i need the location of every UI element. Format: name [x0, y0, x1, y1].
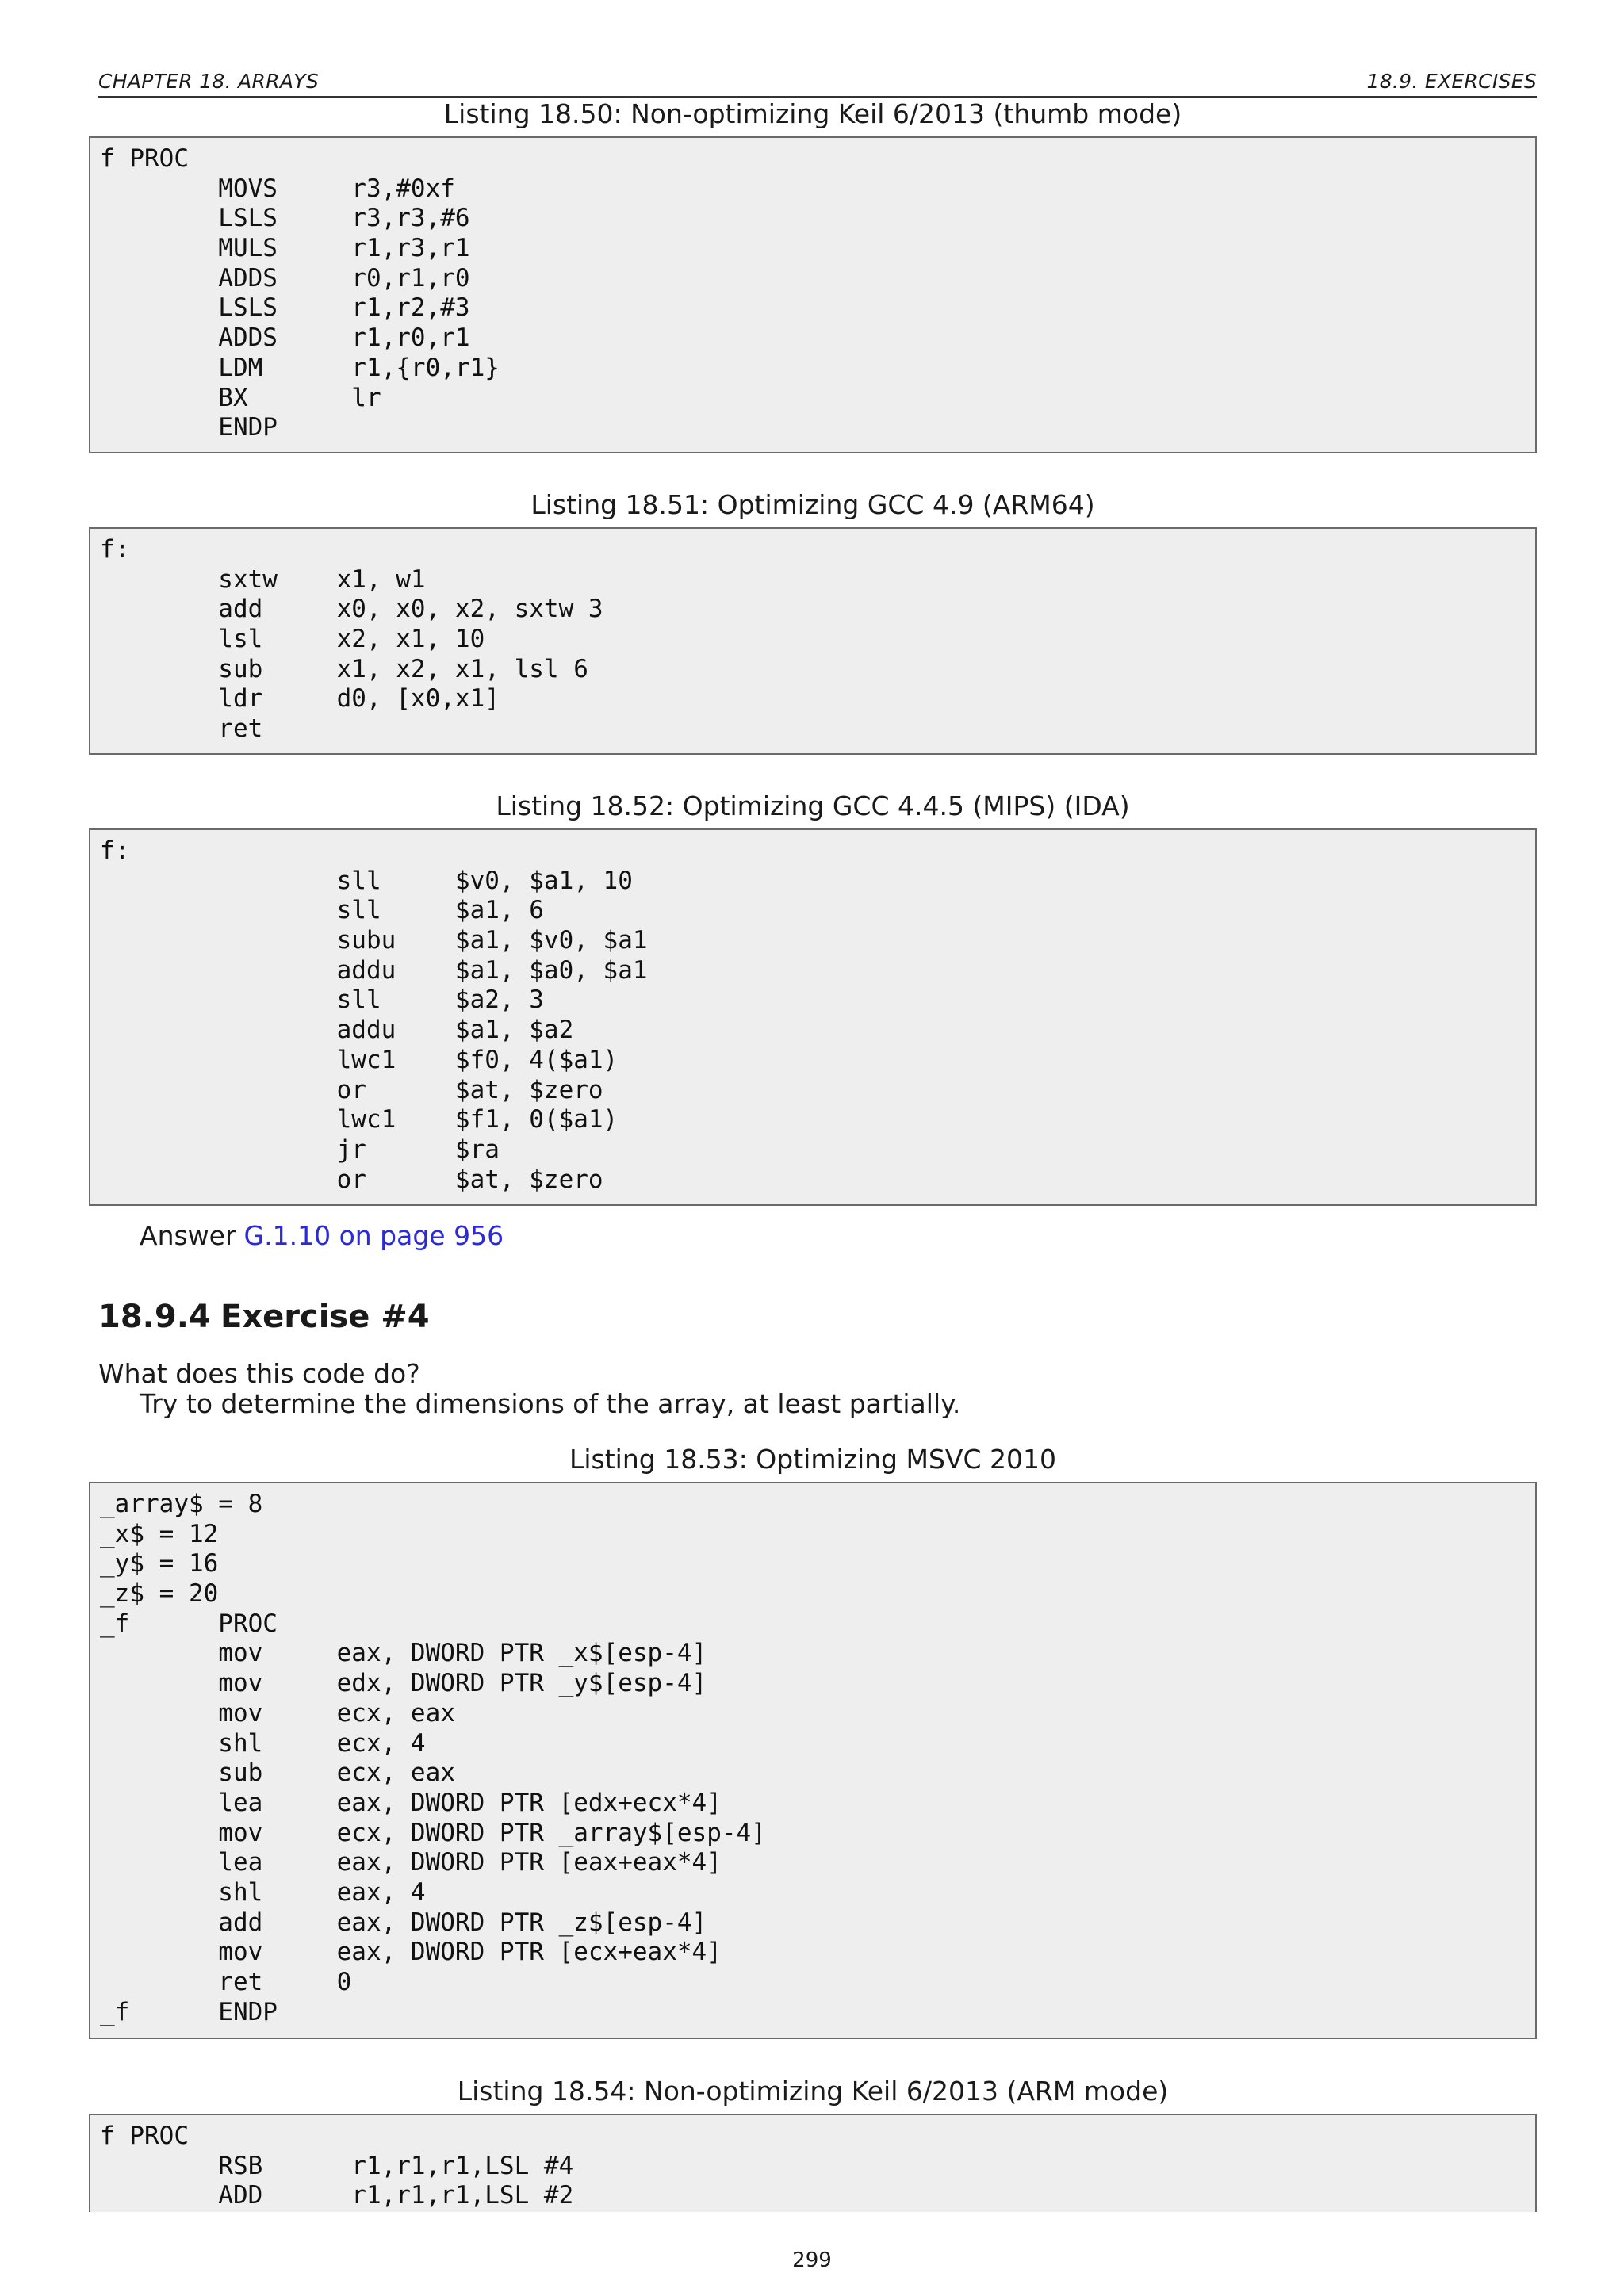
code-line: lea eax, DWORD PTR [edx+ecx*4]	[100, 1788, 722, 1817]
code-line: mov ecx, DWORD PTR _array$[esp-4]	[100, 1818, 766, 1847]
code-line: sub x1, x2, x1, lsl 6	[100, 654, 588, 683]
code-line: lwc1 $f1, 0($a1)	[100, 1105, 619, 1135]
chapter-title: CHAPTER 18. ARRAYS	[98, 70, 320, 93]
section-ref: 18.9. EXERCISES	[1366, 70, 1537, 93]
code-listing	[89, 527, 1537, 755]
code-line: f PROC	[100, 2122, 189, 2150]
code-line: LSLS r3,r3,#6	[100, 204, 470, 233]
answer-link[interactable]: G.1.10 on page 956	[243, 1220, 504, 1251]
code-listing	[89, 136, 1537, 453]
listing-caption: Listing 18.50: Non-optimizing Keil 6/2013 (thumb mode)	[443, 98, 1182, 129]
code-line: shl ecx, 4	[100, 1728, 426, 1758]
section-heading	[98, 1297, 430, 1337]
answer-line	[140, 1219, 504, 1253]
answer-label: Answer	[140, 1220, 236, 1251]
code-line: ENDP	[100, 413, 278, 442]
code-line: lsl x2, x1, 10	[100, 625, 485, 654]
listing-caption: Listing 18.51: Optimizing GCC 4.9 (ARM64)	[530, 489, 1095, 520]
code-line: or $at, $zero	[100, 1075, 603, 1104]
code-line: LDM r1,{r0,r1}	[100, 353, 500, 382]
code-line: lwc1 $f0, 4($a1)	[100, 1045, 619, 1074]
code-line: sll $a1, 6	[100, 896, 544, 925]
running-header	[98, 70, 1537, 98]
code-line: _f PROC	[100, 1609, 278, 1638]
code-line: ret 0	[100, 1968, 352, 1996]
code-line: ADDS r1,r0,r1	[100, 323, 470, 353]
code-line: shl eax, 4	[100, 1877, 426, 1907]
code-line: ret	[100, 714, 263, 744]
code-line: or $at, $zero	[100, 1165, 603, 1194]
code-line: mov ecx, eax	[100, 1698, 455, 1728]
code-line: ldr d0, [x0,x1]	[100, 684, 500, 714]
code-line: mov edx, DWORD PTR _y$[esp-4]	[100, 1669, 707, 1698]
page-number: 299	[792, 2248, 832, 2272]
code-line: _x$ = 12	[100, 1519, 219, 1548]
code-line: RSB r1,r1,r1,LSL #4	[100, 2151, 574, 2180]
code-line: sll $v0, $a1, 10	[100, 866, 633, 895]
code-line: lea eax, DWORD PTR [eax+eax*4]	[100, 1848, 722, 1877]
code-line: add x0, x0, x2, sxtw 3	[100, 595, 603, 624]
paragraph: Try to determine the dimensions of the array, at least partially.	[140, 1388, 961, 1419]
code-listing	[89, 828, 1537, 1206]
code-line: jr $ra	[100, 1135, 500, 1164]
section-title: Exercise #4	[220, 1299, 430, 1335]
listing-caption: Listing 18.53: Optimizing MSVC 2010	[569, 1444, 1056, 1475]
listing-caption: Listing 18.54: Non-optimizing Keil 6/2013 (ARM mode)	[457, 2076, 1169, 2107]
paragraph: What does this code do?	[98, 1358, 420, 1389]
code-line: sxtw x1, w1	[100, 564, 426, 594]
code-line: addu $a1, $a0, $a1	[100, 955, 648, 985]
code-listing	[89, 1482, 1537, 2039]
code-line: LSLS r1,r2,#3	[100, 293, 470, 323]
code-line: MULS r1,r3,r1	[100, 234, 470, 263]
code-line: addu $a1, $a2	[100, 1016, 574, 1045]
listing-caption: Listing 18.52: Optimizing GCC 4.4.5 (MIPS) (IDA)	[496, 790, 1130, 821]
section-number: 18.9.4	[98, 1299, 211, 1335]
code-line: mov eax, DWORD PTR _x$[esp-4]	[100, 1639, 707, 1668]
code-line: _f ENDP	[100, 1997, 278, 2026]
code-line: _z$ = 20	[100, 1579, 219, 1609]
code-listing	[89, 2114, 1537, 2212]
code-line: f:	[100, 836, 130, 865]
code-line: sub ecx, eax	[100, 1758, 455, 1788]
code-line: sll $a2, 3	[100, 985, 544, 1015]
code-line: ADDS r0,r1,r0	[100, 263, 470, 293]
code-line: BX lr	[100, 383, 381, 412]
code-line: ADD r1,r1,r1,LSL #2	[100, 2181, 574, 2210]
code-line: f PROC	[100, 144, 189, 173]
code-line: MOVS r3,#0xf	[100, 174, 455, 203]
code-line: mov eax, DWORD PTR [ecx+eax*4]	[100, 1938, 722, 1967]
code-line: subu $a1, $v0, $a1	[100, 926, 648, 955]
code-line: f:	[100, 535, 130, 564]
code-line: _y$ = 16	[100, 1549, 219, 1578]
code-line: add eax, DWORD PTR _z$[esp-4]	[100, 1908, 707, 1937]
code-line: _array$ = 8	[100, 1490, 263, 1518]
